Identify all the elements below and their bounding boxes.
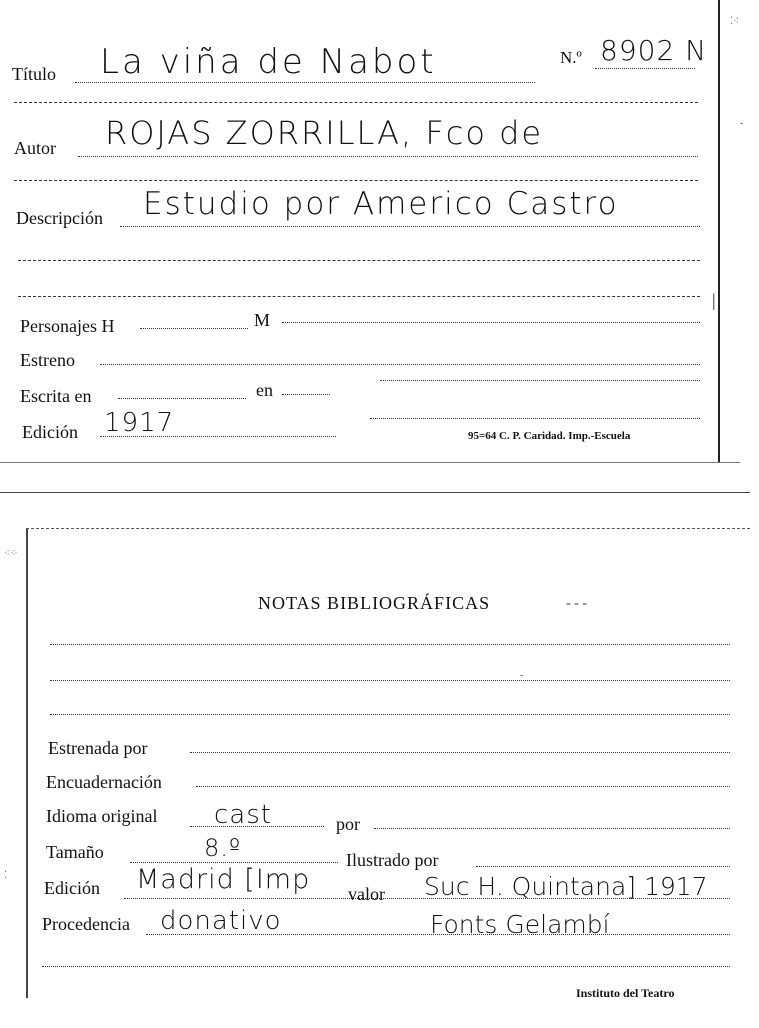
printer-imprint: 95=64 C. P. Caridad. Imp.-Escuela xyxy=(468,430,631,442)
procedencia-label: Procedencia xyxy=(42,914,130,934)
edicion2-value-b: Suc H. Quintana] 1917 xyxy=(424,872,708,901)
card-bottom-top-edge xyxy=(26,528,750,529)
titulo-label: Título xyxy=(12,64,56,84)
scan-noise-2: - xyxy=(740,118,744,129)
procedencia-value-a: donativo xyxy=(160,906,282,936)
escrita-en-line-2 xyxy=(380,380,700,381)
escrita-en-label: en xyxy=(256,380,273,400)
ilustrado-label: Ilustrado por xyxy=(346,850,439,870)
encuadernacion-label: Encuadernación xyxy=(46,772,162,792)
encuadernacion-line xyxy=(196,786,730,787)
valor-label: valor xyxy=(348,884,385,904)
estreno-line xyxy=(100,364,700,365)
notas-line-2 xyxy=(50,680,730,681)
idioma-value: cast xyxy=(214,800,272,830)
descripcion-value: Estudio por Americo Castro xyxy=(143,186,619,222)
descripcion-line xyxy=(120,226,700,227)
margin-mark: | xyxy=(712,290,716,310)
personajes-m-line xyxy=(282,322,700,323)
scan-noise-4: ⁚ xyxy=(4,870,8,881)
edicion-line-2 xyxy=(370,418,700,419)
ilustrado-line xyxy=(476,866,730,867)
tamano-label: Tamaño xyxy=(46,842,104,862)
tamano-line xyxy=(130,862,338,863)
personajes-label: Personajes H xyxy=(20,316,115,336)
scan-noise-3: ⁖⁘ xyxy=(4,548,19,559)
edicion-value: 1917 xyxy=(104,408,175,438)
escrita-label: Escrita en xyxy=(20,386,92,406)
titulo-extra-line xyxy=(14,102,698,103)
escrita-line xyxy=(118,398,246,399)
descripcion-extra-line-1 xyxy=(18,260,700,261)
numero-value: 8902 N xyxy=(600,34,708,67)
numero-line xyxy=(595,68,695,69)
por-line xyxy=(374,828,730,829)
idioma-label: Idioma original xyxy=(46,806,158,826)
escrita-en-line xyxy=(282,394,330,395)
edicion2-label: Edición xyxy=(44,878,100,898)
titulo-line xyxy=(75,82,535,83)
autor-extra-line xyxy=(14,180,698,181)
descripcion-label: Descripción xyxy=(16,208,103,228)
heading-dashes: - - - xyxy=(566,596,587,611)
edicion-label: Edición xyxy=(22,422,78,442)
personajes-h-line xyxy=(140,328,248,329)
procedencia-value-b: Fonts Gelambí xyxy=(430,910,610,939)
institute-imprint: Instituto del Teatro xyxy=(576,986,675,1000)
notas-line-final xyxy=(42,966,730,967)
tamano-value: 8.º xyxy=(204,834,242,862)
estreno-label: Estreno xyxy=(20,350,75,370)
scan-noise-5: - xyxy=(520,670,524,681)
por-label: por xyxy=(336,814,360,834)
notas-heading: NOTAS BIBLIOGRÁFICAS xyxy=(258,593,491,613)
titulo-value: La viña de Nabot xyxy=(100,42,437,82)
card-top-right-edge xyxy=(718,0,720,462)
numero-label: N.º xyxy=(560,48,582,67)
card-top-bottom-edge xyxy=(0,462,740,463)
descripcion-extra-line-2 xyxy=(18,296,700,297)
estrenada-line xyxy=(190,752,730,753)
autor-label: Autor xyxy=(14,138,56,158)
scan-noise-1: ⁚⁖ xyxy=(730,16,740,27)
page-divider xyxy=(0,492,750,493)
edicion2-value-a: Madrid [Imp xyxy=(136,864,311,895)
card-bottom-left-edge xyxy=(26,528,28,998)
notas-line-1 xyxy=(50,644,730,645)
autor-line xyxy=(78,156,698,157)
notas-line-3 xyxy=(50,714,730,715)
personajes-m-label: M xyxy=(254,310,271,330)
autor-value: ROJAS ZORRILLA, Fco de xyxy=(105,114,544,152)
estrenada-label: Estrenada por xyxy=(48,738,148,758)
